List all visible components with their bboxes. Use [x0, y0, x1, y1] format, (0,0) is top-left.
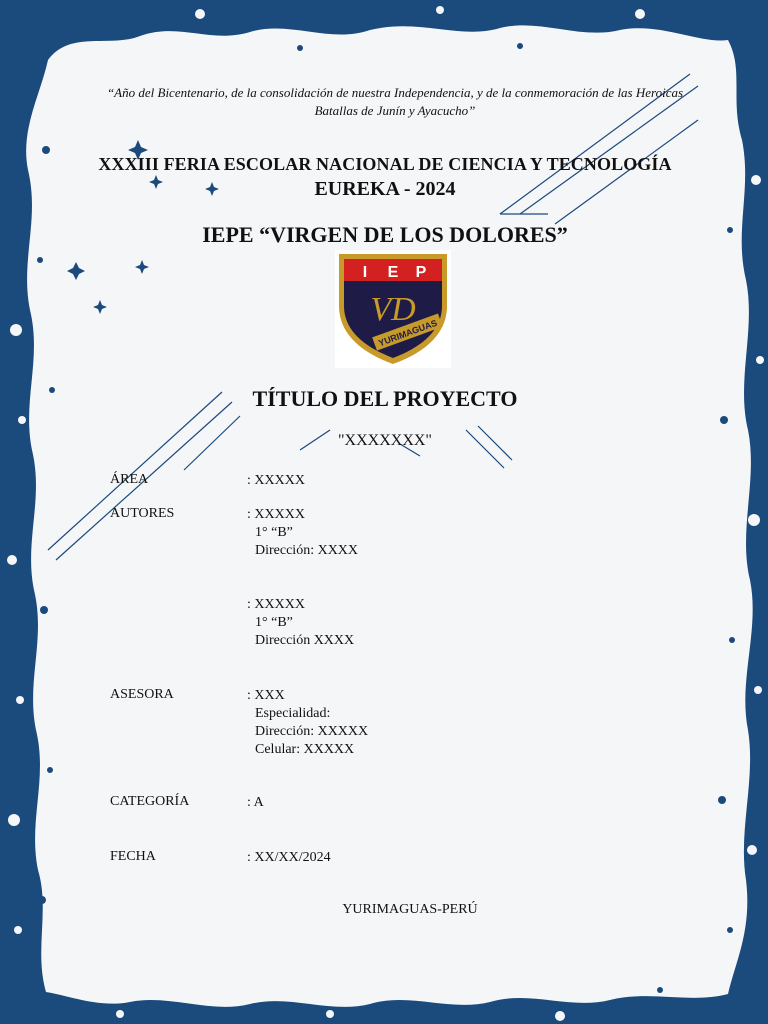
date-value: : XX/XX/2024: [247, 850, 331, 865]
school-crest-icon: [335, 250, 451, 368]
author-1-address: Dirección: XXXX: [255, 543, 359, 558]
advisor-name: : XXX: [247, 688, 285, 703]
crest-letter-1: I: [362, 264, 368, 281]
project-title: "XXXXXXX": [338, 432, 432, 449]
advisor-phone: Celular: XXXXX: [255, 742, 355, 757]
school-name: IEPE “VIRGEN DE LOS DOLORES”: [202, 222, 568, 247]
authors-label: AUTORES: [110, 506, 175, 521]
eureka-title: EUREKA - 2024: [314, 178, 456, 200]
author-1-grade: 1° “B”: [255, 525, 293, 540]
year-motto: “Año del Bicentenario, de la consolidación de nuestra Independencia, y de la conmemoración de las Heroicas Batallas de Junín y Ayacucho”: [106, 85, 684, 118]
author-2-name: : XXXXX: [247, 597, 305, 612]
crest-monogram: VD: [370, 291, 416, 328]
category-value: : A: [247, 795, 264, 810]
crest-letter-2: E: [387, 264, 399, 281]
crest-ribbon: YURIMAGUAS: [377, 317, 439, 349]
advisor-details: [247, 687, 368, 759]
author-2-address: Dirección XXXX: [255, 633, 355, 648]
crest-letter-3: P: [415, 264, 427, 281]
date-label: FECHA: [110, 849, 156, 864]
category-label: CATEGORÍA: [110, 794, 190, 809]
advisor-label: ASESORA: [110, 687, 174, 702]
fair-title: XXXIII FERIA ESCOLAR NACIONAL DE CIENCIA Y TECNOLOGÍA: [98, 154, 672, 174]
advisor-address: Dirección: XXXXX: [255, 724, 369, 739]
author-2: [247, 596, 354, 650]
area-value: : XXXXX: [247, 473, 305, 488]
project-heading: TÍTULO DEL PROYECTO: [252, 386, 518, 411]
author-1-name: : XXXXX: [247, 507, 305, 522]
area-label: ÁREA: [110, 472, 149, 487]
author-1: [247, 506, 358, 560]
author-2-grade: 1° “B”: [255, 615, 293, 630]
location-footer: YURIMAGUAS-PERÚ: [342, 902, 478, 917]
advisor-specialty: Especialidad:: [255, 706, 331, 721]
